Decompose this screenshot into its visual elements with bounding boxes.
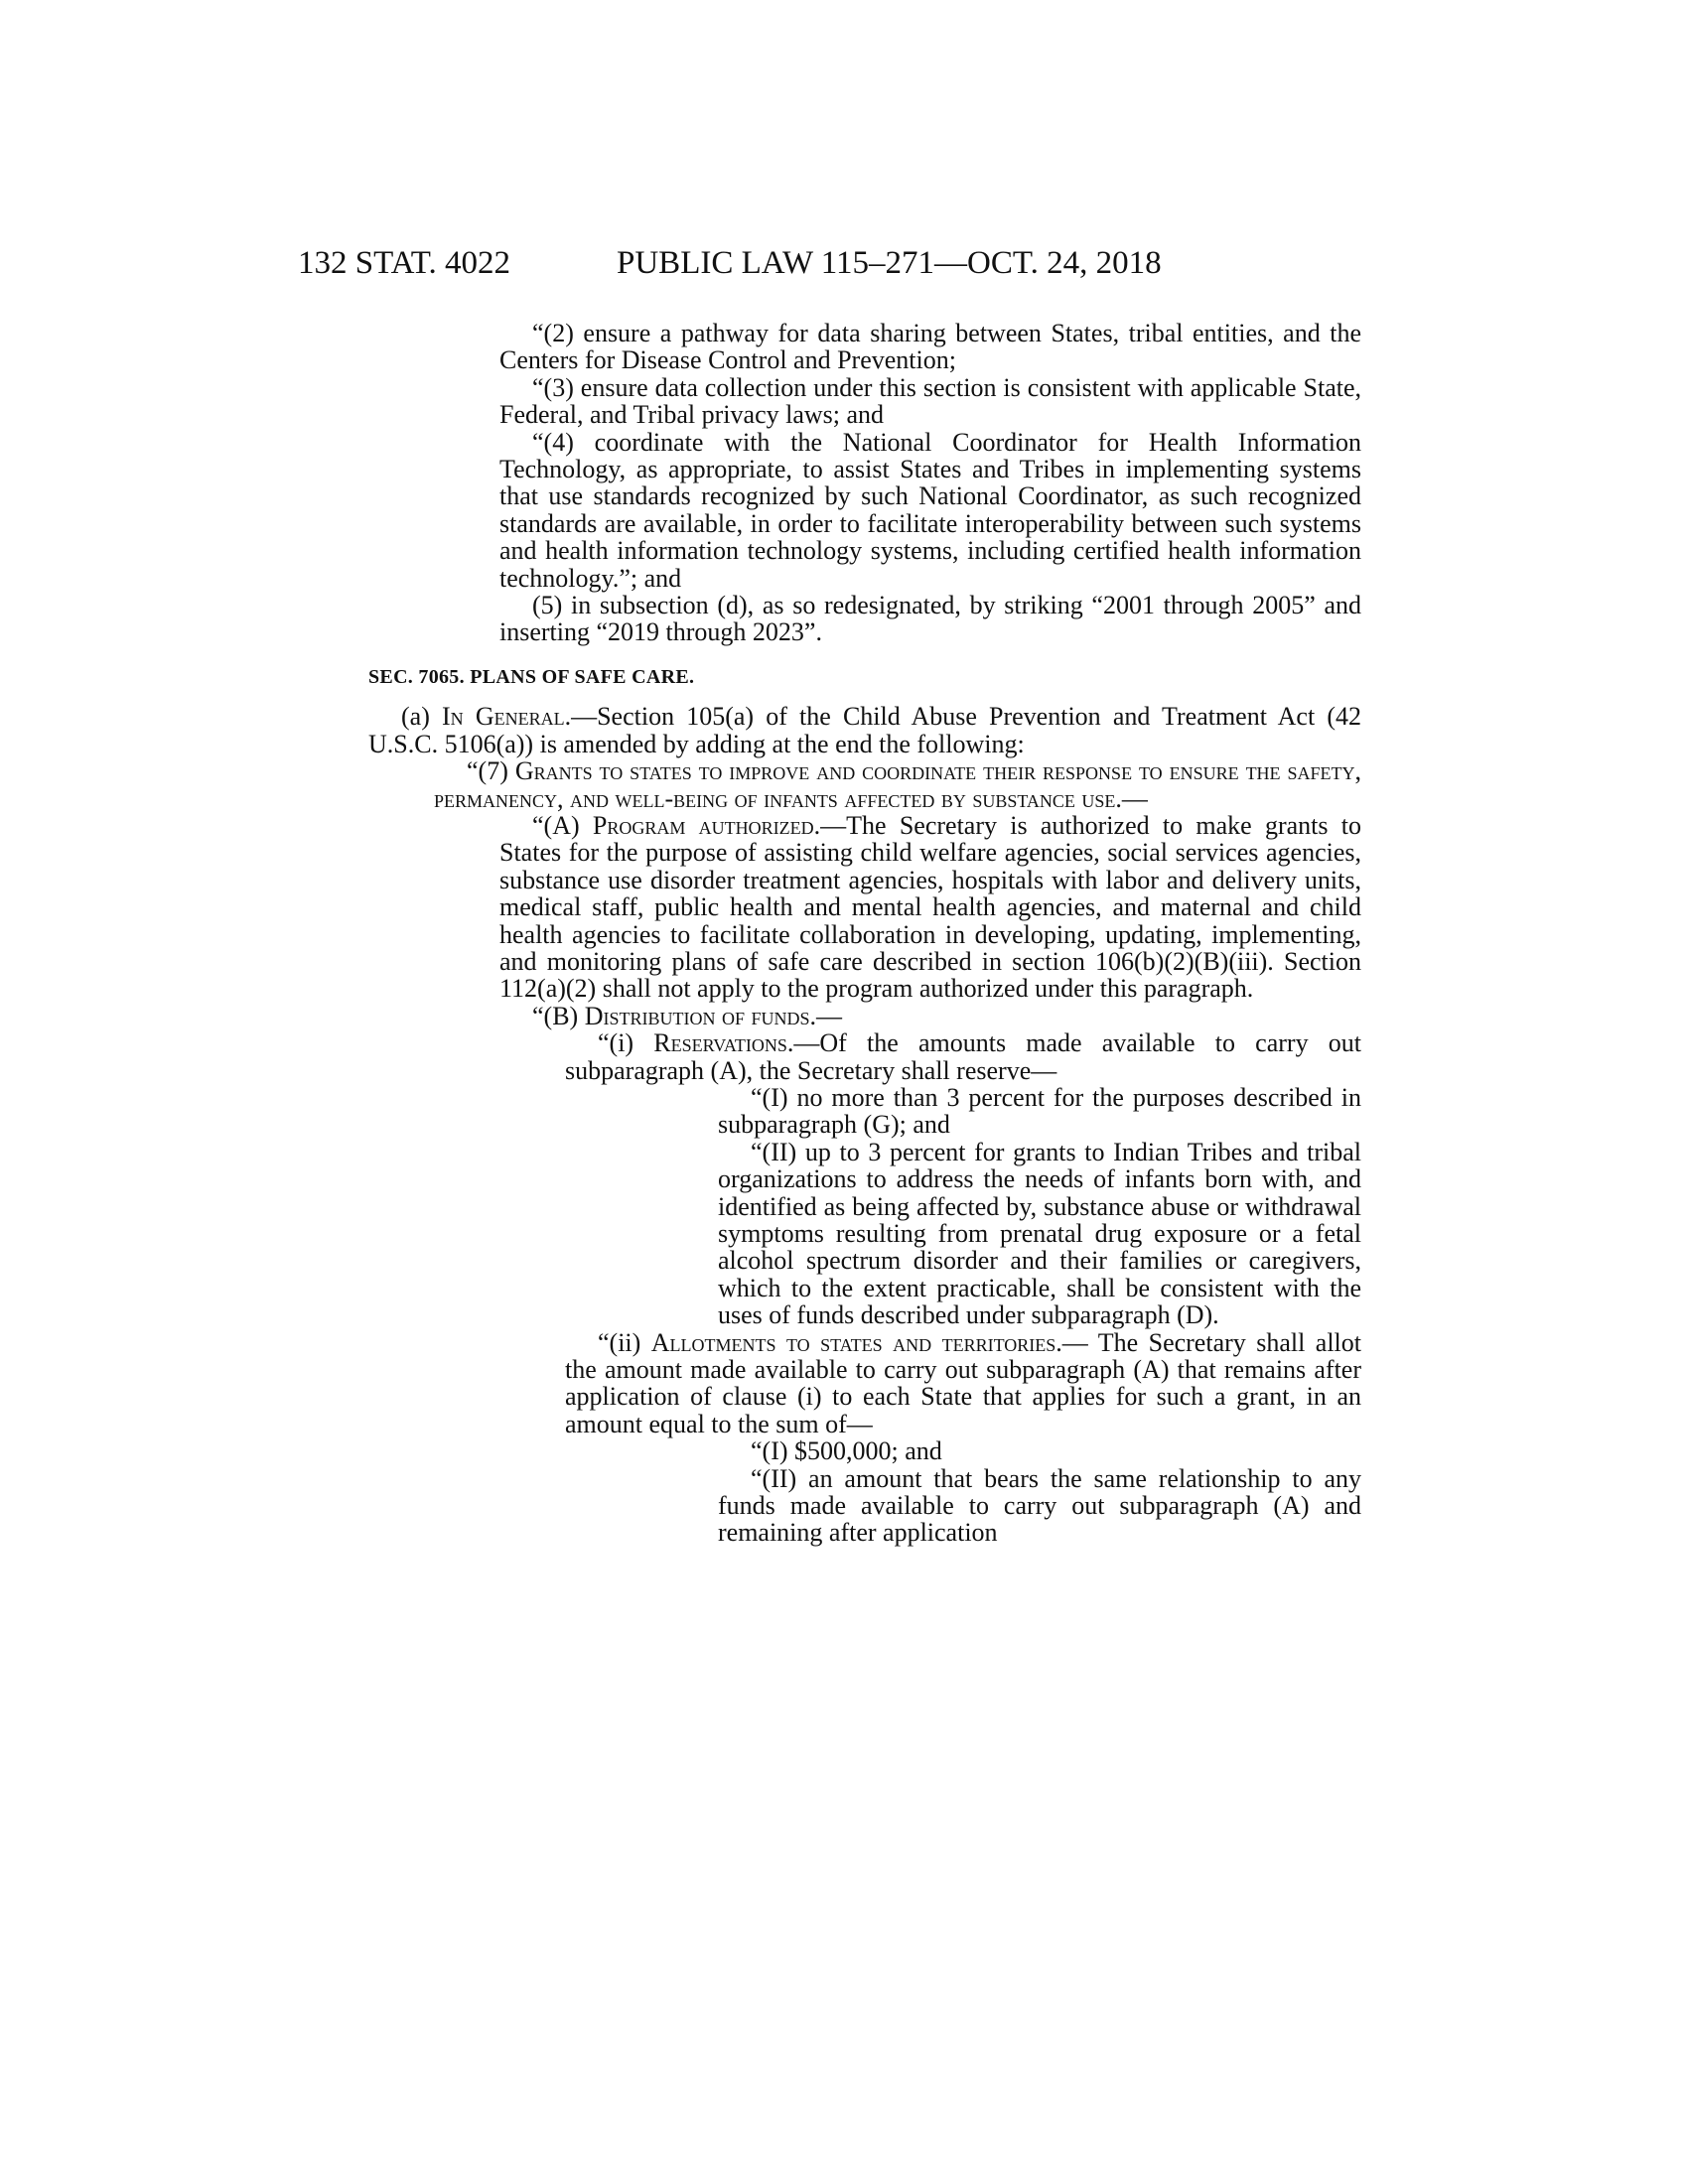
subclause-i-2: “(I) $500,000; and bbox=[751, 1436, 942, 1466]
paragraph-7-tail: .— bbox=[1115, 783, 1148, 813]
clause-i-caption: Reservations bbox=[653, 1028, 787, 1058]
subparagraph-a-text: .—The Secretary is authorized to make grants to States for the purpose of assisting child welfare agencies, social services agencies, substance use disorder treatment agencies, hospitals with labor and delivery units, medical staff, public health and mental health agencies, and maternal and child health agencies to facilitate collaboration in developing, updating, implementing, and monitoring plans of safe care described in section 106(b)(2)(B)(iii). Section 112(a)(2) shall not apply to the program authorized under this paragraph. bbox=[499, 810, 1361, 1004]
page-header bbox=[298, 238, 1370, 288]
subparagraph-b-caption: Distribution of funds bbox=[584, 1001, 810, 1030]
subparagraph-a-lead: “(A) bbox=[532, 810, 593, 840]
paragraph-3: “(3) ensure data collection under this section is consistent with applicable State, Federal, and Tribal privacy laws; and bbox=[499, 372, 1361, 430]
clause-ii bbox=[565, 1329, 1361, 1438]
section-heading: SEC. 7065. PLANS OF SAFE CARE. bbox=[368, 665, 695, 688]
document-body bbox=[368, 319, 1362, 1548]
subsection-a-text: .—Section 105(a) of the Child Abuse Prevention and Treatment Act (42 U.S.C. 5106(a)) is amended by adding at the end the following: bbox=[368, 702, 1362, 758]
subparagraph-a-caption: Program authorized bbox=[592, 810, 814, 840]
paragraph-4: “(4) coordinate with the National Coordinator for Health Information Technology, as appropriate, to assist States and Tribes in implementing systems that use standards recognized by such National Coordinator, as such recognized standards are available, in order to facilitate interoperability between such systems and health information technology systems, including certified health information technology.”; and bbox=[499, 427, 1361, 593]
subsection-a bbox=[368, 703, 1361, 757]
subsection-a-caption: In General bbox=[442, 702, 565, 732]
subparagraph-a bbox=[499, 812, 1361, 1003]
paragraph-5: (5) in subsection (d), as so redesignated, by striking “2001 through 2005” and inserting “2019 through 2023”. bbox=[499, 591, 1361, 647]
clause-ii-lead: “(ii) bbox=[598, 1327, 651, 1357]
subparagraph-b-tail: .— bbox=[809, 1001, 842, 1030]
subclause-i-1: “(I) no more than 3 percent for the purposes described in subparagraph (G); and bbox=[718, 1082, 1361, 1140]
clause-ii-text: .— The Secretary shall allot the amount made available to carry out subparagraph (A) that remains after application of clause (i) to each State that applies for such a grant, in an amount equal to the sum of— bbox=[565, 1327, 1361, 1438]
subparagraph-b-lead: “(B) bbox=[532, 1001, 585, 1030]
subparagraph-b bbox=[499, 1003, 1361, 1029]
paragraph-7-heading bbox=[434, 757, 1361, 812]
clause-i-text: .—Of the amounts made available to carry out subparagraph (A), the Secretary shall reserve— bbox=[565, 1028, 1361, 1085]
paragraph-7-caption: Grants to states to improve and coordinate their response to ensure the safety, permanency, and well-being of infants affected by substance use bbox=[434, 756, 1362, 813]
statute-citation: 132 STAT. 4022 bbox=[298, 245, 511, 281]
clause-i bbox=[565, 1029, 1361, 1084]
paragraph-2: “(2) ensure a pathway for data sharing between States, tribal entities, and the Centers for Disease Control and Prevention; bbox=[499, 319, 1361, 375]
running-head: PUBLIC LAW 115–271—OCT. 24, 2018 bbox=[617, 245, 1162, 281]
clause-ii-caption: Allotments to states and territories bbox=[650, 1327, 1056, 1357]
clause-i-lead: “(i) bbox=[598, 1028, 654, 1058]
paragraph-7-lead: “(7) bbox=[467, 756, 515, 786]
subsection-a-lead: (a) bbox=[401, 702, 443, 732]
subclause-ii-2: “(II) an amount that bears the same relationship to any funds made available to carry out subparagraph (A) and remaining after application bbox=[718, 1463, 1361, 1548]
subclause-ii-1: “(II) up to 3 percent for grants to Indian Tribes and tribal organizations to address the needs of infants born with, and identified as being affected by, substance abuse or withdrawal symptoms resulting from prenatal drug exposure or a fetal alcohol spectrum disorder and their families or caregivers, which to the extent practicable, shall be consistent with the uses of funds described under subparagraph (D). bbox=[718, 1137, 1361, 1330]
